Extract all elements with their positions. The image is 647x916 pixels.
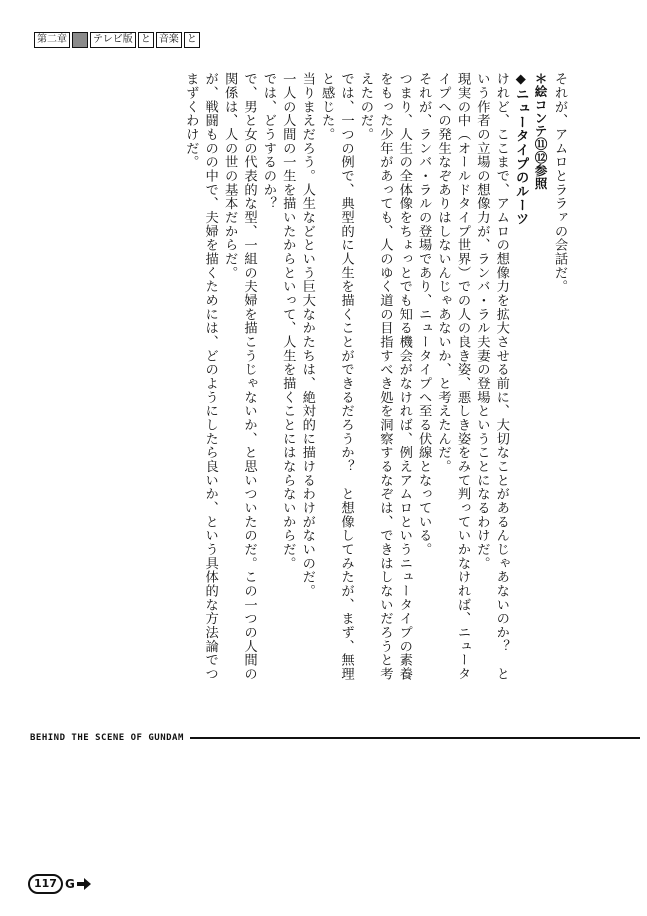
page-number-block — [28, 874, 91, 894]
chapter-label: 第二章 — [34, 32, 70, 48]
book-title-label: BEHIND THE SCENE OF GUNDAM — [30, 733, 184, 743]
paragraph: それが、アムロとララァの会話だ。 — [552, 72, 567, 294]
paragraph: つまり、人生の全体像をちょっとでも知る機会がなければ、例えアムロというニュータイプの素養をもった少年があっても、人のゆく道の目指すべき処を洞察するなぞは、できはしないだろうと考えたのだ。 — [357, 72, 412, 681]
paragraph: けれど、ここまで、アムロの想像力を拡大させる前に、大切なことがあるんじゃあないのか？ という作者の立場の想像力が、ランバ・ラル夫妻の登場ということになるわけだ。 — [474, 72, 509, 681]
paragraph: 当りまえだろう。人生などという巨大なかたちは、絶対的に描けるわけがないのだ。 — [299, 72, 315, 598]
paragraph: 現実の中（オールドタイプ世界）での人の良き姿、悪しき姿をみて判っていかなければ、ニュータイプへの発生なぞありはしないんじゃあないか、と考えたんだ。 — [435, 72, 470, 681]
section-heading: ◆ニュータイプのルーツ — [513, 72, 529, 226]
chapter-title-part-3: 音楽 — [156, 32, 182, 48]
storyboard-note: ＊絵コンテ⑪⑫参照 — [532, 72, 548, 191]
chapter-title-part-1: テレビ版 — [90, 32, 136, 48]
chapter-header — [34, 32, 200, 48]
paragraph: 一人の人間の一生を描いたからといって、人生を描くことにはならないからだ。 — [280, 72, 296, 570]
body-text — [181, 72, 569, 684]
paragraph: で、男と女の代表的な型、一組の夫婦を描こうじゃないか、と思いついたのだ。この一つの人間の関係は、人の世の基本だからだ。 — [222, 72, 257, 681]
paragraph: が、戦闘ものの中で、夫婦を描くためには、どのようにしたら良いか、という具体的な方法論でつまずくわけだ。 — [183, 72, 218, 681]
paragraph: それが、ランバ・ラルの登場であり、ニュータイプへ至る伏線となっている。 — [416, 72, 432, 557]
right-arrow-icon — [77, 878, 91, 890]
page-number: 117 — [28, 874, 63, 894]
chapter-title-part-4: と — [184, 32, 200, 48]
chapter-title-part-2: と — [138, 32, 154, 48]
paragraph: では、一つの例で、典型的に人生を描くことができるだろうか？ と想像してみたが、まず、無理と感じた。 — [319, 72, 354, 681]
g-mark: G — [64, 877, 75, 891]
paragraph: では、どうするのか？ — [260, 72, 276, 211]
horizontal-rule — [190, 737, 640, 739]
chapter-divider-block — [72, 32, 88, 48]
footer-rule — [30, 733, 640, 743]
